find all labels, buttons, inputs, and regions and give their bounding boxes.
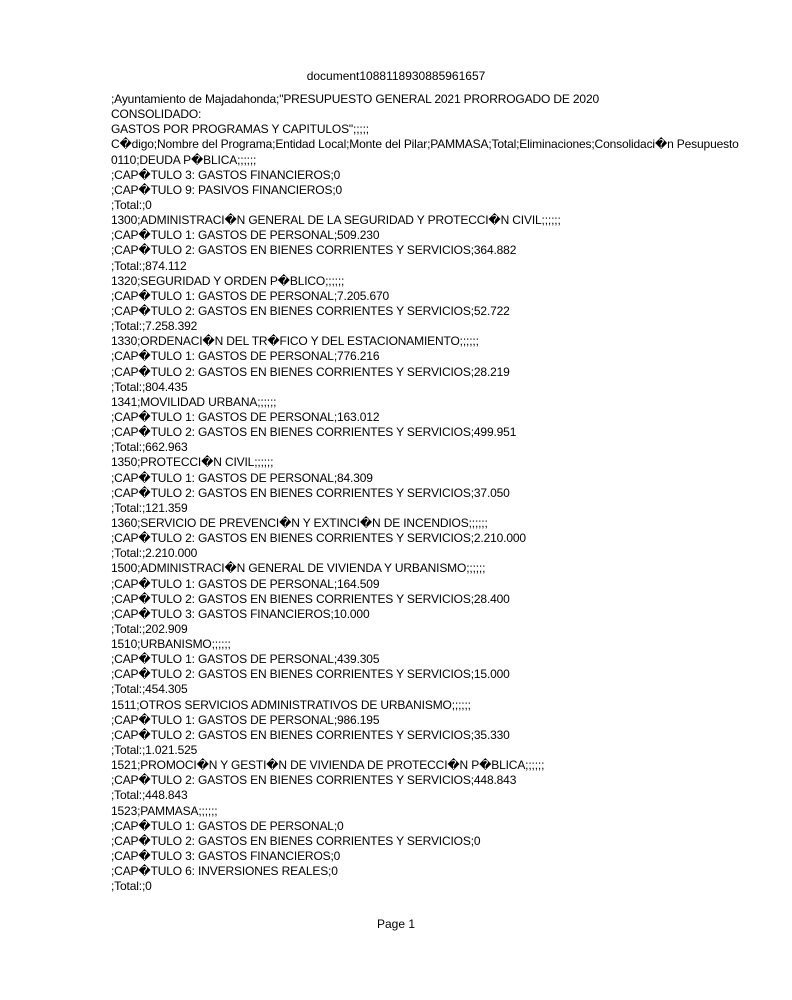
document-line: ;CAP�TULO 2: GASTOS EN BIENES CORRIENTES Y SERVICIOS;448.843	[111, 773, 517, 788]
document-line: ;CAP�TULO 3: GASTOS FINANCIEROS;0	[111, 167, 341, 182]
document-line: ;Total:;7.258.392	[111, 319, 198, 334]
document-line: ;CAP�TULO 2: GASTOS EN BIENES CORRIENTES Y SERVICIOS;2.210.000	[111, 531, 526, 546]
document-line: 1341;MOVILIDAD URBANA;;;;;;	[111, 394, 277, 409]
document-line: ;Total:;662.963	[111, 440, 188, 455]
page-number: Page 1	[376, 917, 416, 931]
document-line: ;CAP�TULO 3: GASTOS FINANCIEROS;0	[111, 849, 341, 864]
document-line: 1521;PROMOCI�N Y GESTI�N DE VIVIENDA DE PROTECCI�N P�BLICA;;;;;;	[111, 758, 545, 773]
document-line: ;CAP�TULO 1: GASTOS DE PERSONAL;439.305	[111, 652, 380, 667]
document-line: CONSOLIDADO:	[111, 107, 202, 122]
document-line: 1500;ADMINISTRACI�N GENERAL DE VIVIENDA Y URBANISMO;;;;;;	[111, 561, 486, 576]
document-line: ;CAP�TULO 2: GASTOS EN BIENES CORRIENTES Y SERVICIOS;28.400	[111, 591, 510, 606]
document-line: ;Total:;874.112	[111, 258, 187, 273]
document-line: ;CAP�TULO 1: GASTOS DE PERSONAL;986.195	[111, 712, 380, 727]
document-line: ;CAP�TULO 9: PASIVOS FINANCIEROS;0	[111, 182, 343, 197]
document-line: 1300;ADMINISTRACI�N GENERAL DE LA SEGURIDAD Y PROTECCI�N CIVIL;;;;;;	[111, 213, 561, 228]
document-line: ;Total:;454.305	[111, 682, 188, 697]
document-line: ;CAP�TULO 2: GASTOS EN BIENES CORRIENTES Y SERVICIOS;15.000	[111, 667, 510, 682]
document-line: ;CAP�TULO 2: GASTOS EN BIENES CORRIENTES Y SERVICIOS;52.722	[111, 303, 510, 318]
document-line: ;Total:;0	[111, 879, 152, 894]
document-line: ;Total:;202.909	[111, 621, 188, 636]
document-line: ;Total:;2.210.000	[111, 546, 198, 561]
document-line: ;CAP�TULO 2: GASTOS EN BIENES CORRIENTES Y SERVICIOS;37.050	[111, 485, 510, 500]
document-line: ;CAP�TULO 1: GASTOS DE PERSONAL;163.012	[111, 409, 380, 424]
document-line: ;CAP�TULO 1: GASTOS DE PERSONAL;509.230	[111, 228, 380, 243]
document-line: ;Total:;121.359	[111, 500, 188, 515]
document-line: ;CAP�TULO 1: GASTOS DE PERSONAL;776.216	[111, 349, 380, 364]
document-line: ;CAP�TULO 3: GASTOS FINANCIEROS;10.000	[111, 606, 370, 621]
document-line: ;CAP�TULO 2: GASTOS EN BIENES CORRIENTES Y SERVICIOS;35.330	[111, 727, 510, 742]
document-line: ;Ayuntamiento de Majadahonda;"PRESUPUESTO GENERAL 2021 PRORROGADO DE 2020	[111, 92, 599, 106]
document-line: ;Total:;0	[111, 197, 152, 212]
document-line: ;CAP�TULO 2: GASTOS EN BIENES CORRIENTES Y SERVICIOS;499.951	[111, 425, 517, 440]
document-line: C�digo;Nombre del Programa;Entidad Local;Monte del Pilar;PAMMASA;Total;Eliminaciones;Consolidaci�n Pesupuesto	[111, 137, 739, 152]
document-line: ;CAP�TULO 2: GASTOS EN BIENES CORRIENTES Y SERVICIOS;28.219	[111, 364, 510, 379]
document-line: ;CAP�TULO 1: GASTOS DE PERSONAL;164.509	[111, 576, 380, 591]
document-line: ;Total:;804.435	[111, 379, 188, 394]
document-body	[111, 92, 786, 894]
document-line: 1523;PAMMASA;;;;;;	[111, 803, 218, 818]
document-line: ;CAP�TULO 6: INVERSIONES REALES;0	[111, 864, 338, 879]
document-line: ;Total:;448.843	[111, 788, 188, 803]
document-line: 1350;PROTECCI�N CIVIL;;;;;;	[111, 455, 274, 470]
document-line: 1320;SEGURIDAD Y ORDEN P�BLICO;;;;;;	[111, 273, 345, 288]
document-line: 1330;ORDENACI�N DEL TR�FICO Y DEL ESTACIONAMIENTO;;;;;;	[111, 334, 479, 349]
document-line: ;CAP�TULO 1: GASTOS DE PERSONAL;7.205.670	[111, 288, 390, 303]
document-line: ;CAP�TULO 2: GASTOS EN BIENES CORRIENTES Y SERVICIOS;0	[111, 833, 481, 848]
document-title: document1088118930885961657	[306, 69, 486, 83]
document-line: 0110;DEUDA P�BLICA;;;;;;	[111, 152, 257, 167]
document-line: 1510;URBANISMO;;;;;;	[111, 637, 231, 652]
document-line: 1360;SERVICIO DE PREVENCI�N Y EXTINCI�N DE INCENDIOS;;;;;;	[111, 515, 488, 530]
document-line: ;CAP�TULO 2: GASTOS EN BIENES CORRIENTES Y SERVICIOS;364.882	[111, 243, 517, 258]
document-line: ;CAP�TULO 1: GASTOS DE PERSONAL;84.309	[111, 470, 373, 485]
document-line: ;CAP�TULO 1: GASTOS DE PERSONAL;0	[111, 818, 344, 833]
document-line: ;Total:;1.021.525	[111, 743, 198, 758]
document-line: 1511;OTROS SERVICIOS ADMINISTRATIVOS DE URBANISMO;;;;;;	[111, 697, 471, 712]
document-line: GASTOS POR PROGRAMAS Y CAPITULOS";;;;;	[111, 122, 369, 137]
